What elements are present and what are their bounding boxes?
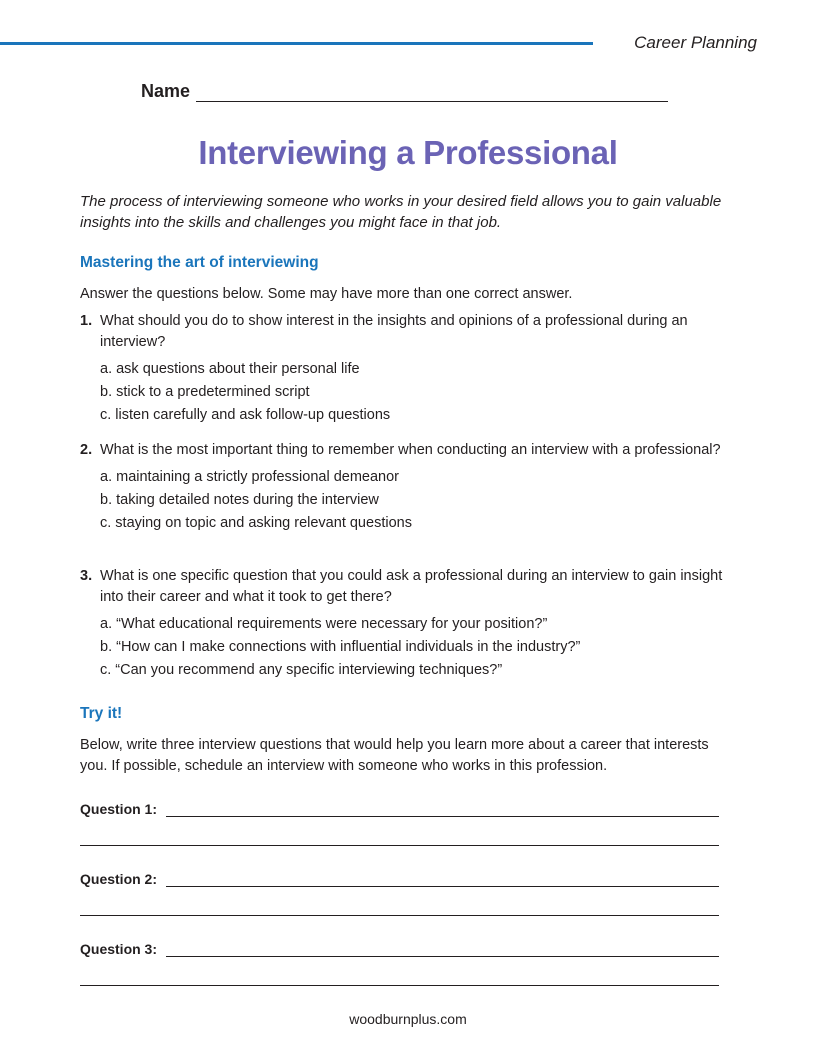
answer-line-3a[interactable] [166, 956, 719, 957]
question-1 [80, 311, 740, 427]
question-text: What is the most important thing to remember when conducting an interview with a professional? [100, 442, 721, 458]
option-b[interactable]: b. “How can I make connections with influential individuals in the industry?” [100, 639, 581, 655]
footer-url: woodburnplus.com [349, 1011, 467, 1027]
option-a[interactable]: a. “What educational requirements were necessary for your position?” [100, 616, 548, 632]
question-number: 2. [80, 442, 93, 458]
name-input-line[interactable] [196, 86, 668, 102]
section-heading-try-it: Try it! [80, 705, 123, 722]
option-b[interactable]: b. stick to a predetermined script [100, 384, 310, 400]
answer-label-1: Question 1: [80, 801, 158, 817]
option-c[interactable]: c. “Can you recommend any specific interviewing techniques?” [100, 662, 503, 678]
answer-line-1b[interactable] [80, 845, 719, 846]
question-number: 1. [80, 313, 93, 329]
option-b[interactable]: b. taking detailed notes during the interview [100, 492, 379, 508]
answer-label-2: Question 2: [80, 871, 158, 887]
header-rule [0, 42, 593, 45]
section1-instructions: Answer the questions below. Some may have more than one correct answer. [80, 286, 573, 302]
answer-line-3b[interactable] [80, 985, 719, 986]
name-field [141, 80, 668, 102]
question-2 [80, 440, 740, 535]
option-a[interactable]: a. maintaining a strictly professional demeanor [100, 469, 400, 485]
option-c[interactable]: c. staying on topic and asking relevant questions [100, 515, 412, 531]
question-text: What is one specific question that you could ask a professional during an interview to gain insight into their career and what it took to get there? [100, 568, 723, 605]
name-label: Name [141, 81, 191, 101]
answer-line-2a[interactable] [166, 886, 719, 887]
answer-label-3: Question 3: [80, 941, 158, 957]
option-c[interactable]: c. listen carefully and ask follow-up questions [100, 407, 391, 423]
question-text: What should you do to show interest in the insights and opinions of a professional during an interview? [100, 313, 688, 350]
page-title: Interviewing a Professional [198, 134, 618, 171]
header-category: Career Planning [634, 33, 757, 52]
section-heading-interviewing: Mastering the art of interviewing [80, 254, 319, 271]
question-number: 3. [80, 568, 93, 584]
section2-instructions: Below, write three interview questions that would help you learn more about a career that interests you. If possible, schedule an interview with someone who works in this profession. [80, 737, 709, 774]
question-3 [80, 566, 740, 682]
answer-line-1a[interactable] [166, 816, 719, 817]
answer-line-2b[interactable] [80, 915, 719, 916]
intro-paragraph: The process of interviewing someone who works in your desired field allows you to gain valuable insights into the skills and challenges you might face in that job. [80, 193, 722, 231]
option-a[interactable]: a. ask questions about their personal life [100, 361, 360, 377]
